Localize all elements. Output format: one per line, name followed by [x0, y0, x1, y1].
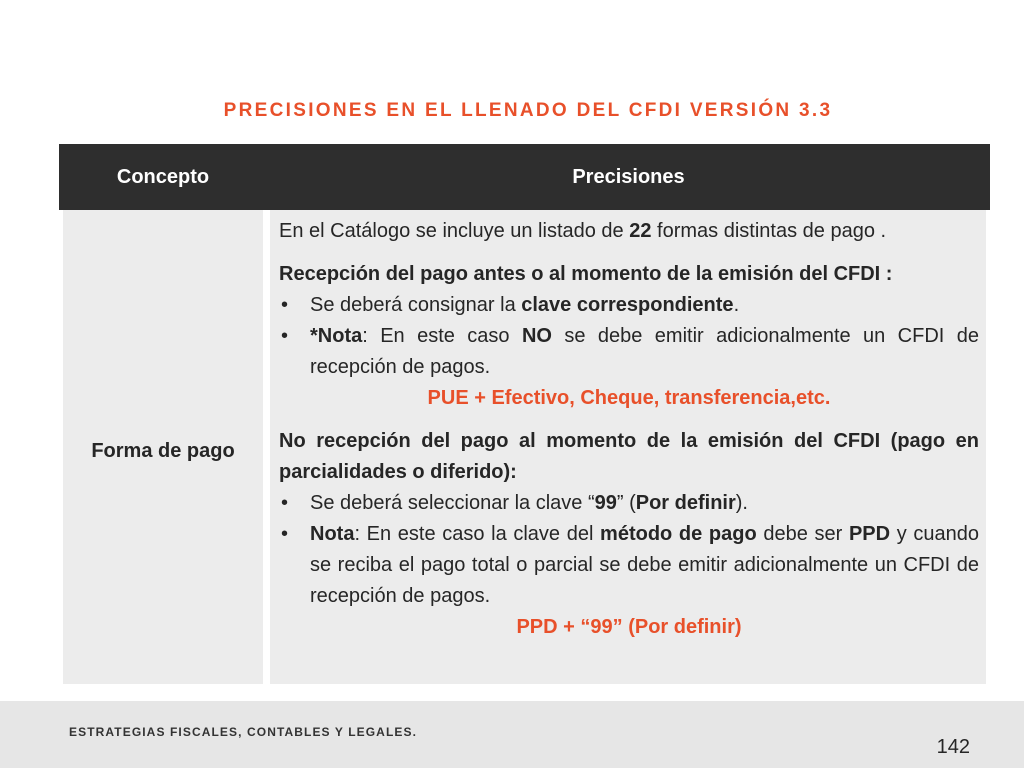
heading-text: Recepción del pago antes o al momento de la emisión del CFDI : [279, 263, 893, 285]
text-segment: y cuando se reciba el pago total o parcial se debe emitir adicionalmente un CFDI de recepción de pagos. [310, 523, 979, 607]
bullet-icon: • [281, 523, 289, 545]
precisiones-content [279, 216, 979, 643]
footer-text: ESTRATEGIAS FISCALES, CONTABLES Y LEGALES. [69, 725, 418, 739]
text-segment: formas distintas de pago . [651, 220, 887, 242]
heading-text: No recepción del pago al momento de la emisión del CFDI (pago en parcialidades o diferido): [279, 430, 979, 483]
text-bold: NO [521, 325, 552, 347]
bullet-icon: • [281, 325, 289, 347]
bullet-item [279, 488, 979, 519]
text-segment: Se deberá seleccionar la clave “ [310, 492, 595, 514]
bullet-item [279, 321, 979, 383]
text-segment: se debe emitir adicionalmente un CFDI de recepción de pagos. [310, 325, 980, 378]
precisiones-cell [270, 210, 986, 684]
accent-pue: PUE + Efectivo, Cheque, transferencia,etc. [427, 387, 831, 409]
bullet-item [279, 519, 979, 612]
section-heading-receipt [279, 259, 979, 290]
concepto-cell [63, 210, 263, 684]
text-segment: : En este caso [362, 325, 522, 347]
header-concepto: Concepto [116, 166, 210, 188]
text-bold: Nota [310, 523, 355, 545]
forms-count: 22 [629, 220, 652, 242]
bullet-icon: • [281, 492, 289, 514]
text-segment: : En este caso la clave del [354, 523, 601, 545]
text-bold: Por definir [635, 492, 736, 514]
accent-ppd: PPD + “99” (Por definir) [516, 616, 742, 638]
text-bold: clave correspondiente [521, 294, 734, 316]
text-bold: método de pago [600, 523, 757, 545]
text-segment: Se deberá consignar la [310, 294, 522, 316]
text-segment: debe ser [756, 523, 849, 545]
text-segment: En el Catálogo se incluye un listado de [279, 220, 630, 242]
footer-bar [0, 701, 1024, 768]
table-header [59, 144, 990, 210]
catalog-paragraph [279, 216, 979, 247]
section-heading-no-receipt [279, 426, 979, 488]
text-segment: ). [735, 492, 748, 514]
text-bold: 99 [594, 492, 617, 514]
page-number: 142 [936, 736, 970, 758]
text-bold: *Nota [310, 325, 363, 347]
text-bold: PPD [848, 523, 891, 545]
header-precisiones: Precisiones [572, 166, 685, 188]
text-segment: . [733, 294, 740, 316]
text-segment: ” ( [616, 492, 636, 514]
slide-title: PRECISIONES EN EL LLENADO DEL CFDI VERSIÓN 3.3 [223, 100, 833, 121]
bullet-item [279, 290, 979, 321]
concepto-label: Forma de pago [91, 440, 235, 462]
bullet-icon: • [281, 294, 289, 316]
